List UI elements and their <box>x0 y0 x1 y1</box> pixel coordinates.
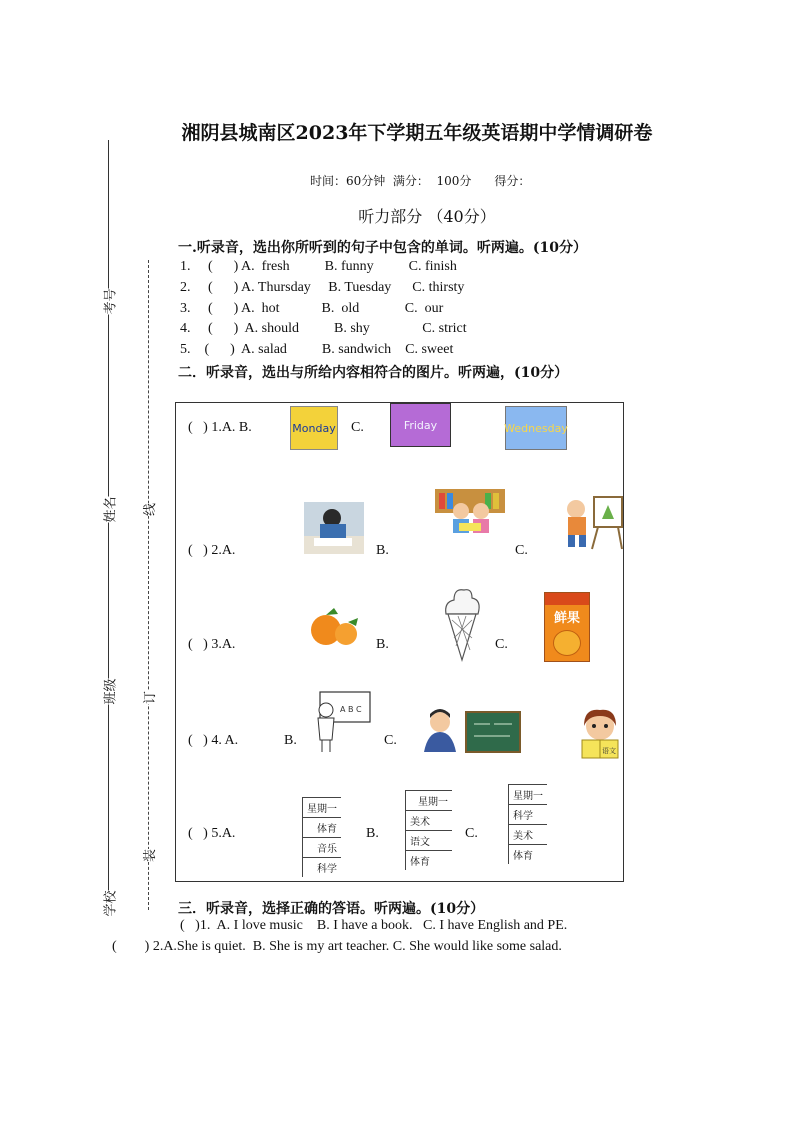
s1-item-4: 4. ( ) A. should B. shy C. strict <box>180 321 467 336</box>
q4-b-label: B. <box>284 733 297 748</box>
listening-heading: 听力部分 （40分） <box>358 207 496 226</box>
card-friday <box>390 403 451 447</box>
q2-c-label: C. <box>515 543 528 558</box>
schedule-c-row3: 美术 <box>509 825 548 845</box>
schedule-c-row2: 科学 <box>509 805 548 825</box>
q2-label: ( ) 2.A. <box>188 543 236 558</box>
s1-item-2: 2. ( ) A. Thursday B. Tuesday C. thirsty <box>180 280 465 295</box>
schedule-b-row1: 星期一 <box>406 791 453 811</box>
margin-line-dashed <box>148 260 149 910</box>
card-wednesday-text: Wednesday <box>504 421 568 435</box>
s1-item-5: 5. ( ) A. salad B. sandwich C. sweet <box>180 342 454 357</box>
s1-item-1: 1. ( ) A. fresh B. funny C. finish <box>180 259 457 274</box>
schedule-a-row1: 星期一 <box>303 798 342 818</box>
q5-label: ( ) 5.A. <box>188 826 236 841</box>
exam-meta: 时间：60分钟 满分： 100分 得分： <box>310 174 531 188</box>
exam-title: 湘阴县城南区2023年下学期五年级英语期中学情调研卷 <box>181 122 653 144</box>
book-text: 语文 <box>602 747 616 755</box>
schedule-table-c <box>508 784 547 864</box>
label-ding: 订 <box>139 691 158 704</box>
s3-item-1: ( )1. A. I love music B. I have a book. C. I have English and PE. <box>180 918 568 933</box>
section1-heading: 一.听录音，选出你所听到的句子中包含的单词。听两遍。(10分） <box>178 240 587 256</box>
label-school: 学校 <box>100 890 119 916</box>
schedule-b-row4: 体育 <box>406 851 453 871</box>
binding-margin <box>60 130 170 920</box>
juice-box-brand: 鲜果 <box>553 611 580 626</box>
schedule-b-row2: 美术 <box>406 811 453 831</box>
section3-heading: 三．听录音，选择正确的答语。听两遍。(10分） <box>178 901 485 917</box>
juice-box-top <box>545 593 589 605</box>
orange-image <box>304 604 364 648</box>
s3-item-2: ( ) 2.A.She is quiet. B. She is my art teacher. C. She would like some salad. <box>112 939 562 954</box>
schedule-table-a <box>302 797 341 877</box>
q2-b-label: B. <box>376 543 389 558</box>
schedule-a-row2: 体育 <box>303 818 342 838</box>
label-zhuang: 装 <box>139 849 158 862</box>
card-wednesday <box>505 406 567 450</box>
girl-reading-image <box>572 706 628 762</box>
juice-box-image <box>544 592 590 662</box>
q3-c-label: C. <box>495 637 508 652</box>
juice-box-fruit <box>553 630 581 656</box>
boy-painting-image <box>560 493 626 551</box>
label-xian: 线 <box>139 503 158 516</box>
schedule-table-b <box>405 790 452 870</box>
card-monday <box>290 406 338 450</box>
boy-studying-image <box>304 502 364 554</box>
kids-reading-image <box>435 487 505 543</box>
teacher-green-board-image <box>420 706 522 756</box>
schedule-a-row4: 科学 <box>303 858 342 878</box>
label-exam-no: 考号 <box>100 288 119 314</box>
section2-heading: 二．听录音，选出与所给内容相符合的图片。听两遍，(10分） <box>178 365 569 381</box>
card-friday-text: Friday <box>403 418 438 432</box>
schedule-c-row4: 体育 <box>509 845 548 865</box>
schedule-a-row3: 音乐 <box>303 838 342 858</box>
blackboard-text: A B C <box>340 705 362 714</box>
q4-c-label: C. <box>384 733 397 748</box>
schedule-b-row3: 语文 <box>406 831 453 851</box>
q5-b-label: B. <box>366 826 379 841</box>
q1-label: ( ) 1.A. B. <box>188 420 252 435</box>
card-monday-text: Monday <box>292 421 336 435</box>
q4-label: ( ) 4. A. <box>188 733 239 748</box>
margin-line-outer <box>108 140 109 910</box>
schedule-c-row1: 星期一 <box>509 785 548 805</box>
teacher-blackboard-image <box>310 688 374 754</box>
q3-b-label: B. <box>376 637 389 652</box>
ice-cream-image <box>440 586 484 664</box>
q5-c-label: C. <box>465 826 478 841</box>
s1-item-3: 3. ( ) A. hot B. old C. our <box>180 301 444 316</box>
label-class: 班级 <box>100 678 119 704</box>
q1-c-label: C. <box>351 420 364 435</box>
q3-label: ( ) 3.A. <box>188 637 236 652</box>
label-name: 姓名 <box>100 496 119 522</box>
